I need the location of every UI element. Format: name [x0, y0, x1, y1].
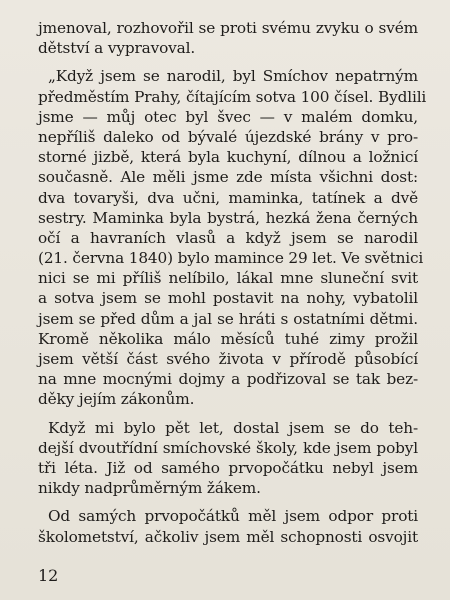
text-line: jsem se před dům a jal se hráti s ostatními dětmi. [38, 309, 418, 328]
text-line: nepříliš daleko od bývalé újezdské brány v pro- [38, 127, 418, 146]
text-line: storné jizbě, která byla kuchyní, dílnou a ložnicí [38, 148, 418, 167]
text-line: nici se mi příliš nelíbilo, lákal mne sluneční svit [38, 269, 418, 288]
text-line: nikdy nadprůměrným žákem. [38, 479, 261, 498]
text-line: Když mi bylo pět let, dostal jsem se do teh- [48, 418, 418, 437]
text-line: Kromě několika málo měsíců tuhé zimy prožil [38, 329, 418, 348]
text-line: jsme — můj otec byl švec — v malém domku, [38, 107, 418, 126]
text-line: „Když jsem se narodil, byl Smíchov nepatrným [48, 67, 418, 86]
text-line: dejší dvoutřídní smíchovské školy, kde jsem pobyl [38, 438, 418, 457]
page-number: 12 [38, 566, 59, 585]
text-line: tři léta. Již od samého prvopočátku nebyl jsem [38, 458, 418, 477]
text-line: děky jejím zákonům. [38, 390, 195, 409]
text-line: dva tovaryši, dva učni, maminka, tatínek a dvě [38, 188, 418, 207]
text-line: jmenoval, rozhovořil se proti svému zvyku o svém [38, 19, 418, 37]
text-line: a sotva jsem se mohl postavit na nohy, vybatolil [38, 289, 418, 308]
text-line: na mne mocnými dojmy a podřizoval se tak bez- [38, 370, 418, 389]
text-line: (21. června 1840) bylo mamince 29 let. Ve světnici [38, 249, 424, 268]
text-line: jsem větší část svého života v přírodě působící [38, 350, 418, 368]
body-text [38, 18, 427, 547]
text-line: očí a havraních vlasů a když jsem se narodil [38, 228, 418, 247]
text-line: sestry. Maminka byla bystrá, hezká žena černých [38, 208, 418, 227]
text-line: dětství a vypravoval. [38, 39, 196, 58]
text-line: předměstím Prahy, čítajícím sotva 100 čísel. Bydlili [38, 87, 427, 106]
text-line: školometství, ačkoliv jsem měl schopnosti osvojit [38, 527, 418, 546]
text-line: Od samých prvopočátků měl jsem odpor proti [48, 507, 418, 526]
text-line: současně. Ale měli jsme zde místa všichni dost: [38, 168, 418, 187]
